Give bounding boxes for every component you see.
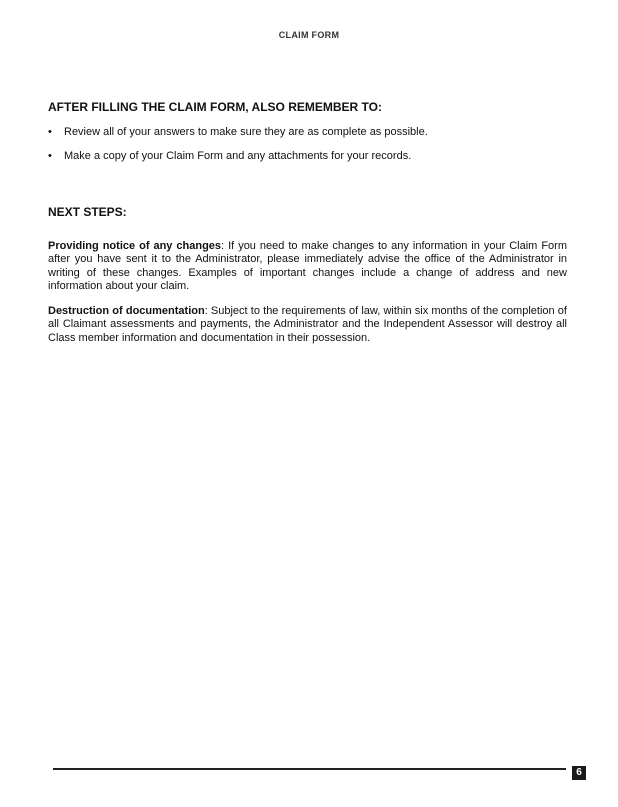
destruction-paragraph [48,305,567,345]
page-header: CLAIM FORM [278,30,340,40]
destruction-lead: Destruction of documentation [48,305,205,317]
reminder-list [48,125,588,173]
footer-divider [53,768,566,770]
list-item [48,125,588,149]
reminder-text: Make a copy of your Claim Form and any attachments for your records. [64,150,412,162]
list-item [48,149,588,173]
bullet-icon: • [48,126,52,138]
next-steps-heading: NEXT STEPS: [48,205,127,219]
bullet-icon: • [48,150,52,162]
notice-of-changes-paragraph [48,240,567,293]
notice-of-changes-lead: Providing notice of any changes [48,240,222,252]
notice-of-changes-text: : If you need to make changes to any information in your Claim Form after you have sent it to the Administrator, please immediately advise the office of the Administrator in writing of these changes. Examples of important changes include a change of address and new information about your claim. [48,240,567,292]
after-filling-heading: AFTER FILLING THE CLAIM FORM, ALSO REMEMBER TO: [48,100,382,114]
reminder-text: Review all of your answers to make sure they are as complete as possible. [64,126,428,138]
destruction-text: : Subject to the requirements of law, within six months of the completion of all Claimant assessments and payments, the Administrator and the Independent Assessor will destroy all Class member information and documentation in their possession. [48,305,567,344]
page-number-badge: 6 [572,766,586,780]
